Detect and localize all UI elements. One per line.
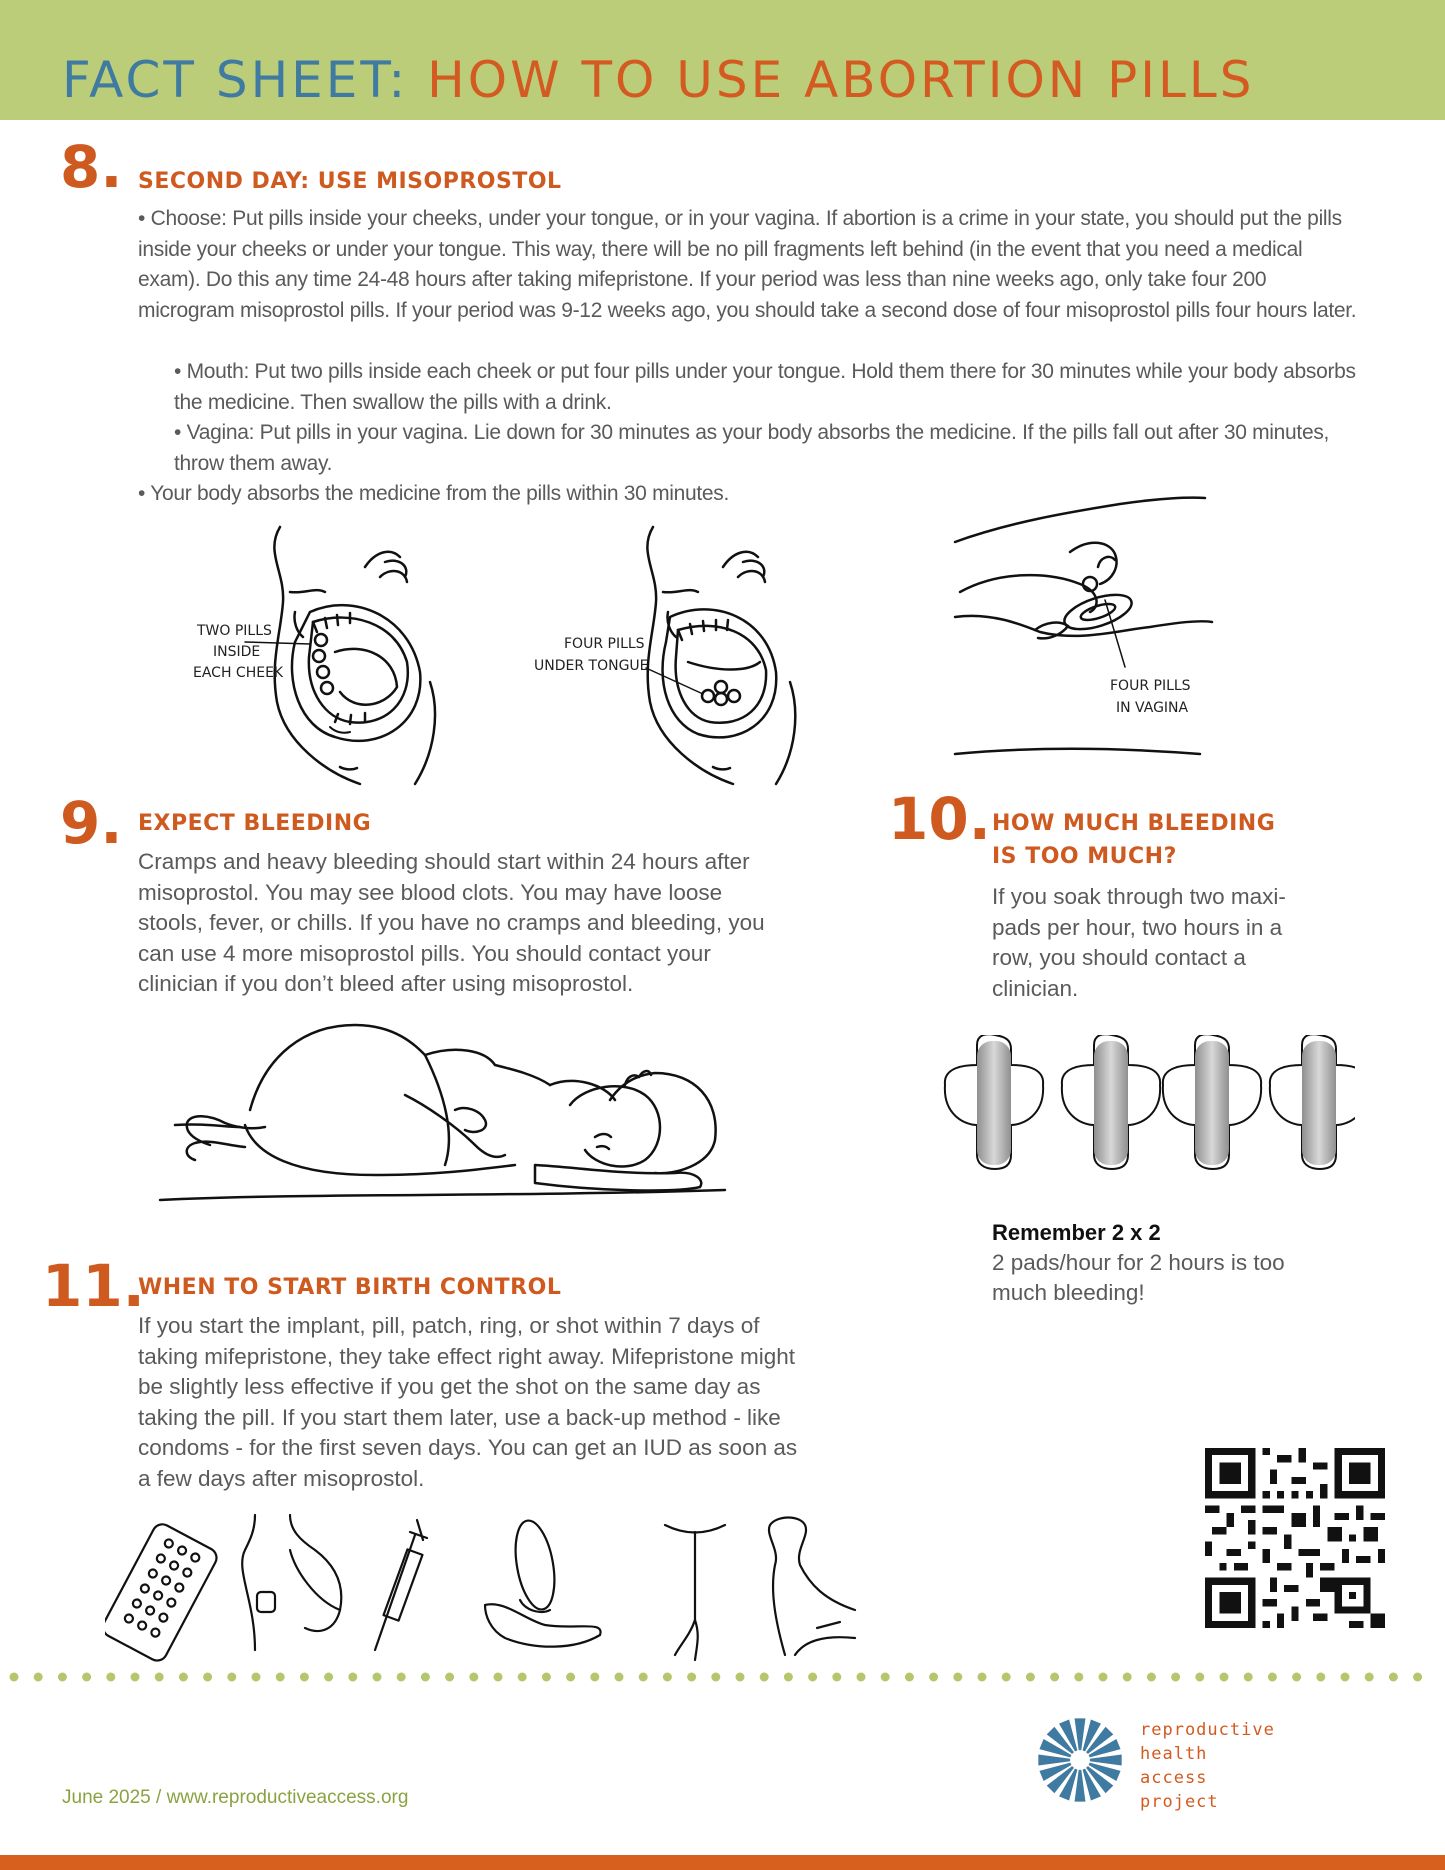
divider-dot <box>58 1673 67 1682</box>
step-11-text: If you start the implant, pill, patch, ring, or shot within 7 days of taking mifepristone, they take effect right away. Mifepristone might be slightly less effective if you get the shot on the same day as taking the pill. If you start them later, use a back-up method - like condoms - for the first seven days. You can get an IUD as soon as a few days after misoprostol. <box>138 1313 798 1491</box>
divider-dot <box>252 1673 261 1682</box>
divider-dot <box>566 1673 575 1682</box>
step-8-bullet-choose: • Choose: Put pills inside your cheeks, under your tongue, or in your vagina. If abortion is a crime in your state, you should put the pills inside your cheeks or under your tongue. This way, there will be no pill fragments left behind (in the event that you need a medical exam). Do this any time 24-48 hours after taking mifepristone. If your period was less than nine weeks ago, only take four 200 microgram misoprostol pills. If your period was 9-12 weeks ago, you should take a second dose of four misoprostol pills four hours later. <box>138 207 1357 322</box>
divider-dot <box>10 1673 19 1682</box>
divider-dot <box>590 1673 599 1682</box>
divider-dot <box>542 1673 551 1682</box>
label-tongue-2: UNDER TONGUE <box>534 658 649 674</box>
step-9-number: 9. <box>60 789 123 857</box>
logo-line: health <box>1140 1744 1208 1764</box>
logo-ray <box>1038 1755 1070 1766</box>
step-11-heading: WHEN TO START BIRTH CONTROL <box>138 1275 562 1300</box>
divider-dot <box>106 1673 115 1682</box>
divider-dot <box>348 1673 357 1682</box>
divider-dot <box>155 1673 164 1682</box>
divider-dot <box>518 1673 527 1682</box>
mouth-tongue-illustration <box>528 522 828 792</box>
step-10-heading-line1: HOW MUCH BLEEDING <box>992 811 1276 836</box>
divider-dot <box>203 1673 212 1682</box>
divider-dot <box>300 1673 309 1682</box>
divider-dot <box>1074 1673 1083 1682</box>
logo-line: access <box>1140 1768 1208 1788</box>
rhap-logo-icon <box>1035 1715 1125 1805</box>
iud-icon <box>665 1525 725 1660</box>
divider-dot <box>1147 1673 1156 1682</box>
divider-dot <box>397 1673 406 1682</box>
divider-dot <box>978 1673 987 1682</box>
step-8-heading: SECOND DAY: USE MISOPROSTOL <box>138 169 562 194</box>
divider-dot <box>324 1673 333 1682</box>
divider-dot <box>1316 1673 1325 1682</box>
step-8-number: 8. <box>60 133 123 201</box>
label-cheek-3: EACH CHEEK <box>193 665 284 681</box>
remember-title: Remember 2 x 2 <box>992 1220 1161 1245</box>
divider-dot <box>808 1673 817 1682</box>
label-vagina-2: IN VAGINA <box>1116 700 1189 716</box>
divider-dot <box>857 1673 866 1682</box>
syringe-icon <box>375 1520 427 1650</box>
divider-dot <box>1195 1673 1204 1682</box>
label-cheek-1: TWO PILLS <box>197 623 272 639</box>
divider-dot <box>711 1673 720 1682</box>
logo-line: project <box>1140 1792 1219 1812</box>
step-9-text: Cramps and heavy bleeding should start within 24 hours after misoprostol. You may see blood clots. You may have loose stools, fever, or chills. If you have no cramps and bleeding, you can use 4 more misoprostol pills. You should contact your clinician if you don’t bleed after using misoprostol. <box>138 849 765 996</box>
step-8-bullet-mouth: • Mouth: Put two pills inside each cheek or put four pills under your tongue. Hold them there for 30 minutes while your body absorbs the medicine. Then swallow the pills with a drink. <box>174 360 1356 414</box>
qr-code[interactable] <box>1205 1448 1385 1628</box>
ring-icon <box>485 1518 601 1647</box>
divider-dot <box>227 1673 236 1682</box>
divider-dot <box>34 1673 43 1682</box>
step-11-number: 11. <box>42 1252 145 1320</box>
divider-dot <box>760 1673 769 1682</box>
divider-dot <box>1413 1673 1422 1682</box>
divider-dot <box>179 1673 188 1682</box>
divider-dot <box>663 1673 672 1682</box>
divider-dot <box>276 1673 285 1682</box>
title-main: HOW TO USE ABORTION PILLS <box>427 51 1255 109</box>
divider-dot <box>421 1673 430 1682</box>
step-9-heading: EXPECT BLEEDING <box>138 811 372 836</box>
divider-dot <box>905 1673 914 1682</box>
divider-dot <box>1341 1673 1350 1682</box>
bottom-accent-bar <box>0 1855 1445 1870</box>
page-title <box>62 50 1254 110</box>
divider-dot <box>1389 1673 1398 1682</box>
logo-line: reproductive <box>1140 1720 1275 1740</box>
dotted-divider <box>0 1669 1445 1685</box>
divider-dot <box>639 1673 648 1682</box>
divider-dot <box>784 1673 793 1682</box>
step-10-number: 10. <box>888 785 991 853</box>
pill-pack-icon <box>105 1521 220 1664</box>
mouth-cheek-illustration <box>185 522 485 792</box>
divider-dot <box>1244 1673 1253 1682</box>
divider-dot <box>832 1673 841 1682</box>
step-8-bullet-vagina: • Vagina: Put pills in your vagina. Lie down for 30 minutes as your body absorbs the medicine. If the pills fall out after 30 minutes, throw them away. <box>174 421 1330 475</box>
divider-dot <box>1268 1673 1277 1682</box>
maxi-pads-row <box>935 1035 1355 1170</box>
implant-arm-icon <box>769 1518 855 1656</box>
divider-dot <box>953 1673 962 1682</box>
logo-ray <box>1075 1770 1086 1802</box>
rhap-logo-text <box>1140 1718 1290 1814</box>
maxi-pads-graphic <box>935 1035 1355 1170</box>
label-cheek-2: INSIDE <box>213 644 261 660</box>
divider-dot <box>1171 1673 1180 1682</box>
step-8-bullet-absorb: • Your body absorbs the medicine from the pills within 30 minutes. <box>138 482 730 505</box>
divider-dot <box>1099 1673 1108 1682</box>
label-tongue-1: FOUR PILLS <box>564 636 645 652</box>
divider-dot <box>445 1673 454 1682</box>
divider-dot <box>469 1673 478 1682</box>
label-vagina-1: FOUR PILLS <box>1110 678 1191 694</box>
divider-dot <box>929 1673 938 1682</box>
divider-dot <box>82 1673 91 1682</box>
divider-dot <box>615 1673 624 1682</box>
divider-dot <box>1050 1673 1059 1682</box>
divider-dot <box>687 1673 696 1682</box>
step-10-text: If you soak through two maxi-pads per hour, two hours in a row, you should contact a clinician. <box>992 884 1286 1001</box>
maxi-pad <box>1062 1035 1160 1169</box>
divider-dot <box>1002 1673 1011 1682</box>
birth-control-icons-row <box>105 1510 875 1670</box>
maxi-pad <box>1163 1035 1261 1169</box>
divider-dot <box>1365 1673 1374 1682</box>
step-10-heading-line2: IS TOO MUCH? <box>992 844 1177 869</box>
patch-icon <box>242 1515 341 1650</box>
footer-date-url[interactable]: June 2025 / www.reproductiveaccess.org <box>62 1787 409 1808</box>
divider-dot <box>373 1673 382 1682</box>
remember-text: 2 pads/hour for 2 hours is too much bleeding! <box>992 1250 1285 1305</box>
divider-dot <box>131 1673 140 1682</box>
divider-dot <box>494 1673 503 1682</box>
vaginal-insertion-illustration <box>950 492 1220 772</box>
divider-dot <box>1292 1673 1301 1682</box>
divider-dot <box>736 1673 745 1682</box>
logo-ray <box>1075 1718 1086 1750</box>
maxi-pad <box>945 1035 1043 1169</box>
divider-dot <box>1026 1673 1035 1682</box>
lying-person-illustration <box>155 1015 730 1210</box>
divider-dot <box>1123 1673 1132 1682</box>
logo-ray <box>1090 1755 1122 1766</box>
divider-dot <box>881 1673 890 1682</box>
title-prefix: FACT SHEET: <box>62 51 409 109</box>
divider-dot <box>1220 1673 1229 1682</box>
maxi-pad <box>1270 1035 1355 1169</box>
